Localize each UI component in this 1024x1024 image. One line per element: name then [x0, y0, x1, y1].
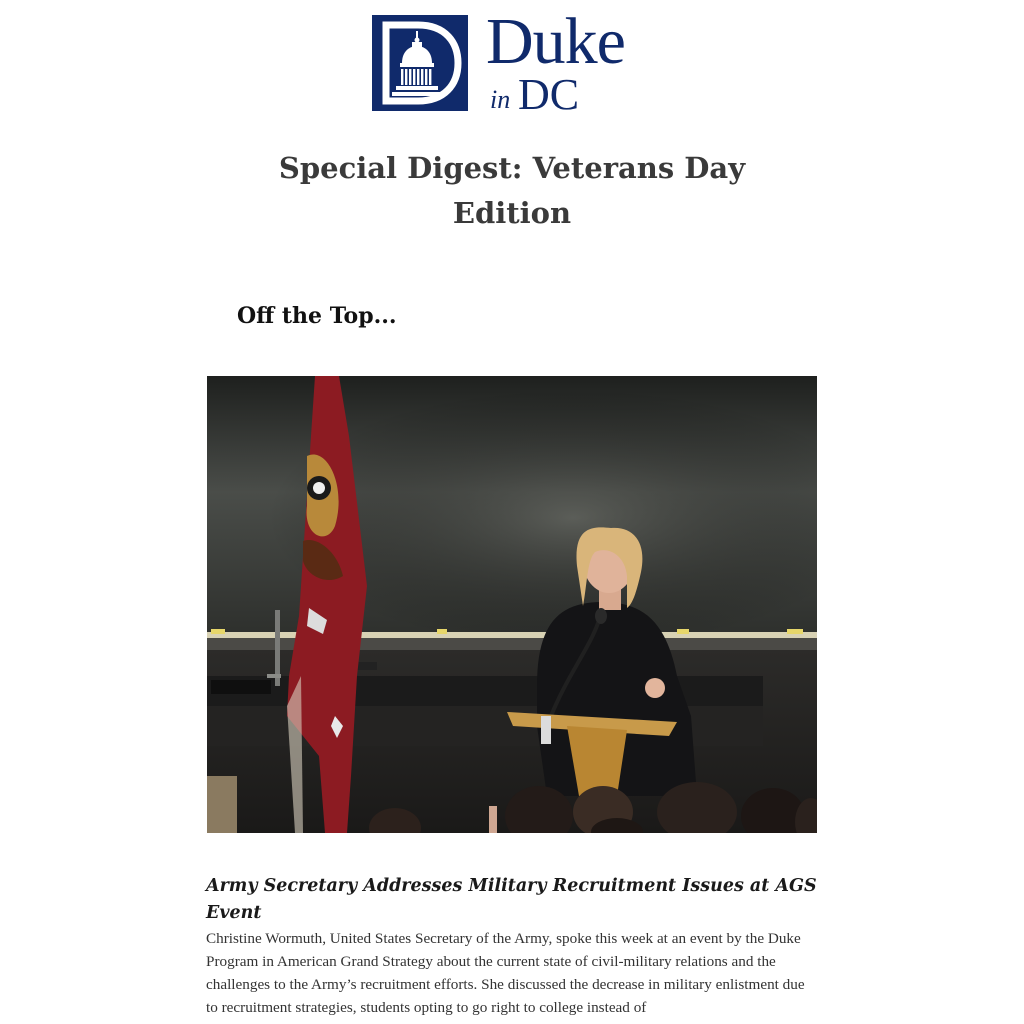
article-body: Christine Wormuth, United States Secretary of the Army, spoke this week at an event by the Duke Program in American Grand Strategy about the current state of civil-military relations and the challenges to the Army’s recruitment efforts. She discussed the decrease in military enlistment due to recruitment strategies, students opting to go right to college instead of	[206, 930, 805, 1016]
speaker-photo[interactable]	[207, 376, 817, 833]
digest-title: Special Digest: Veterans Day Edition	[278, 151, 746, 230]
capitol-dome-icon	[372, 15, 468, 111]
article-title-link[interactable]: Army Secretary Addresses Military Recruitment Issues at AGS Event	[206, 876, 817, 923]
logo-dc-text: DC	[518, 70, 580, 119]
duke-in-dc-logo[interactable]	[372, 5, 662, 119]
logo-in-text: in	[490, 85, 511, 114]
section-heading: Off the Top...	[237, 303, 397, 329]
photo-illustration	[207, 376, 817, 833]
logo-wordmark: Duke	[486, 5, 625, 78]
